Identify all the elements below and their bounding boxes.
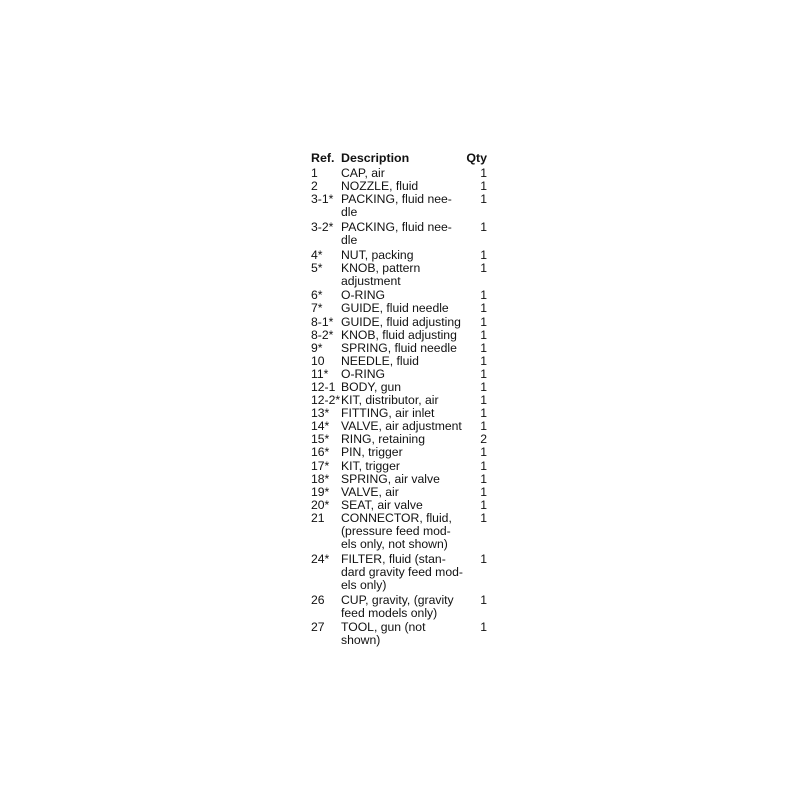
table-header-row <box>311 152 491 167</box>
table-row <box>311 553 491 592</box>
qty-cell: 1 <box>480 166 487 180</box>
description-line: shown) <box>341 633 381 648</box>
table-row <box>311 302 491 315</box>
ref-cell: 26 <box>311 592 325 607</box>
qty-cell: 1 <box>480 497 487 512</box>
qty-cell: 1 <box>480 592 487 607</box>
ref-cell: 18* <box>311 471 330 486</box>
qty-cell: 1 <box>480 620 487 635</box>
qty-cell: 1 <box>480 247 487 262</box>
description-cell <box>341 621 467 647</box>
ref-cell: 16* <box>311 445 330 460</box>
table-body <box>311 167 491 647</box>
ref-cell: 3-2* <box>311 219 334 234</box>
ref-cell: 17* <box>311 458 330 473</box>
table-row <box>311 473 491 486</box>
description-line: dard gravity feed mod- <box>341 564 463 579</box>
description-line: CUP, gravity, (gravity <box>341 592 454 607</box>
description-cell <box>341 302 467 315</box>
table-row <box>311 460 491 473</box>
ref-cell: 24* <box>311 551 330 566</box>
description-cell <box>341 446 467 459</box>
description-cell <box>341 460 467 473</box>
qty-cell: 1 <box>480 419 487 434</box>
qty-cell: 1 <box>480 510 487 525</box>
description-cell <box>341 249 467 262</box>
description-line: SPRING, fluid needle <box>341 340 457 355</box>
qty-cell: 1 <box>480 327 487 342</box>
table-row <box>311 446 491 459</box>
qty-cell: 1 <box>480 353 487 368</box>
ref-cell: 5* <box>311 260 323 275</box>
qty-cell: 1 <box>480 179 487 194</box>
table-row <box>311 368 491 381</box>
ref-cell: 20* <box>311 497 330 512</box>
table-row <box>311 249 491 262</box>
description-line: VALVE, air <box>341 484 399 499</box>
description-line: adjustment <box>341 273 401 288</box>
description-cell <box>341 193 467 219</box>
table-row <box>311 316 491 329</box>
qty-cell: 1 <box>480 393 487 408</box>
description-line: NOZZLE, fluid <box>341 179 419 194</box>
description-line: SEAT, air valve <box>341 497 423 512</box>
description-cell <box>341 342 467 355</box>
description-line: KIT, distributor, air <box>341 393 439 408</box>
table-row <box>311 355 491 368</box>
description-cell <box>341 486 467 499</box>
description-cell <box>341 473 467 486</box>
description-line: PACKING, fluid nee- <box>341 192 452 207</box>
header-ref: Ref. <box>311 151 335 165</box>
description-cell <box>341 316 467 329</box>
header-description: Description <box>341 151 410 165</box>
table-row <box>311 342 491 355</box>
ref-cell: 14* <box>311 419 330 434</box>
ref-cell: 1 <box>311 166 318 180</box>
ref-cell: 27 <box>311 620 325 635</box>
description-line: FILTER, fluid (stan- <box>341 551 446 566</box>
qty-cell: 1 <box>480 340 487 355</box>
description-cell <box>341 553 467 592</box>
description-line: GUIDE, fluid needle <box>341 301 449 316</box>
ref-cell: 12-1 <box>311 380 336 394</box>
ref-cell: 13* <box>311 406 330 421</box>
qty-cell: 1 <box>480 260 487 275</box>
description-line: feed models only) <box>341 605 438 620</box>
description-line: SPRING, air valve <box>341 471 440 486</box>
description-line: PACKING, fluid nee- <box>341 219 452 234</box>
table-row <box>311 594 491 620</box>
qty-cell: 1 <box>480 288 487 303</box>
ref-cell: 3-1* <box>311 192 334 207</box>
description-line: O-RING <box>341 288 386 303</box>
description-line: VALVE, air adjustment <box>341 419 462 434</box>
qty-cell: 1 <box>480 219 487 234</box>
description-cell <box>341 512 467 551</box>
table-row <box>311 193 491 219</box>
qty-cell: 1 <box>480 471 487 486</box>
qty-cell: 1 <box>480 380 487 394</box>
ref-cell: 7* <box>311 301 323 316</box>
ref-cell: 10 <box>311 353 325 368</box>
description-cell <box>341 355 467 368</box>
description-line: RING, retaining <box>341 432 425 447</box>
ref-cell: 8-1* <box>311 314 334 329</box>
description-line: PIN, trigger <box>341 445 403 460</box>
description-line: BODY, gun <box>341 380 402 394</box>
qty-cell: 1 <box>480 314 487 329</box>
table-row <box>311 512 491 551</box>
table-row <box>311 621 491 647</box>
description-cell <box>341 499 467 512</box>
description-line: (pressure feed mod- <box>341 524 451 539</box>
qty-cell: 1 <box>480 406 487 421</box>
description-cell <box>341 221 467 247</box>
description-line: GUIDE, fluid adjusting <box>341 314 461 329</box>
ref-cell: 4* <box>311 247 323 262</box>
header-qty: Qty <box>466 151 487 165</box>
ref-cell: 6* <box>311 288 323 303</box>
description-cell <box>341 594 467 620</box>
qty-cell: 2 <box>480 432 487 447</box>
ref-cell: 8-2* <box>311 327 334 342</box>
qty-cell: 1 <box>480 458 487 473</box>
qty-cell: 1 <box>480 445 487 460</box>
description-line: TOOL, gun (not <box>341 620 426 635</box>
ref-cell: 11* <box>311 366 329 381</box>
description-cell <box>341 329 467 342</box>
description-line: CAP, air <box>341 166 385 180</box>
description-line: els only) <box>341 577 387 592</box>
qty-cell: 1 <box>480 192 487 207</box>
qty-cell: 1 <box>480 301 487 316</box>
table-row <box>311 486 491 499</box>
ref-cell: 9* <box>311 340 323 355</box>
description-line: NEEDLE, fluid <box>341 353 419 368</box>
table-row <box>311 499 491 512</box>
description-cell <box>341 262 467 288</box>
description-line: CONNECTOR, fluid, <box>341 510 452 525</box>
ref-cell: 21 <box>311 510 325 525</box>
table-row <box>311 221 491 247</box>
table-row <box>311 329 491 342</box>
parts-list-table <box>311 152 491 649</box>
description-line: NUT, packing <box>341 247 414 262</box>
qty-cell: 1 <box>480 551 487 566</box>
description-line: FITTING, air inlet <box>341 406 435 421</box>
description-line: els only, not shown) <box>341 537 448 552</box>
description-line: KNOB, pattern <box>341 260 421 275</box>
description-line: dle <box>341 232 358 247</box>
description-line: dle <box>341 205 358 220</box>
ref-cell: 2 <box>311 179 318 194</box>
table-row <box>311 262 491 288</box>
description-line: O-RING <box>341 366 386 381</box>
ref-cell: 12-2* <box>311 393 341 408</box>
ref-cell: 19* <box>311 484 330 499</box>
qty-cell: 1 <box>480 484 487 499</box>
description-line: KIT, trigger <box>341 458 400 473</box>
ref-cell: 15* <box>311 432 330 447</box>
qty-cell: 1 <box>480 366 487 381</box>
description-line: KNOB, fluid adjusting <box>341 327 457 342</box>
